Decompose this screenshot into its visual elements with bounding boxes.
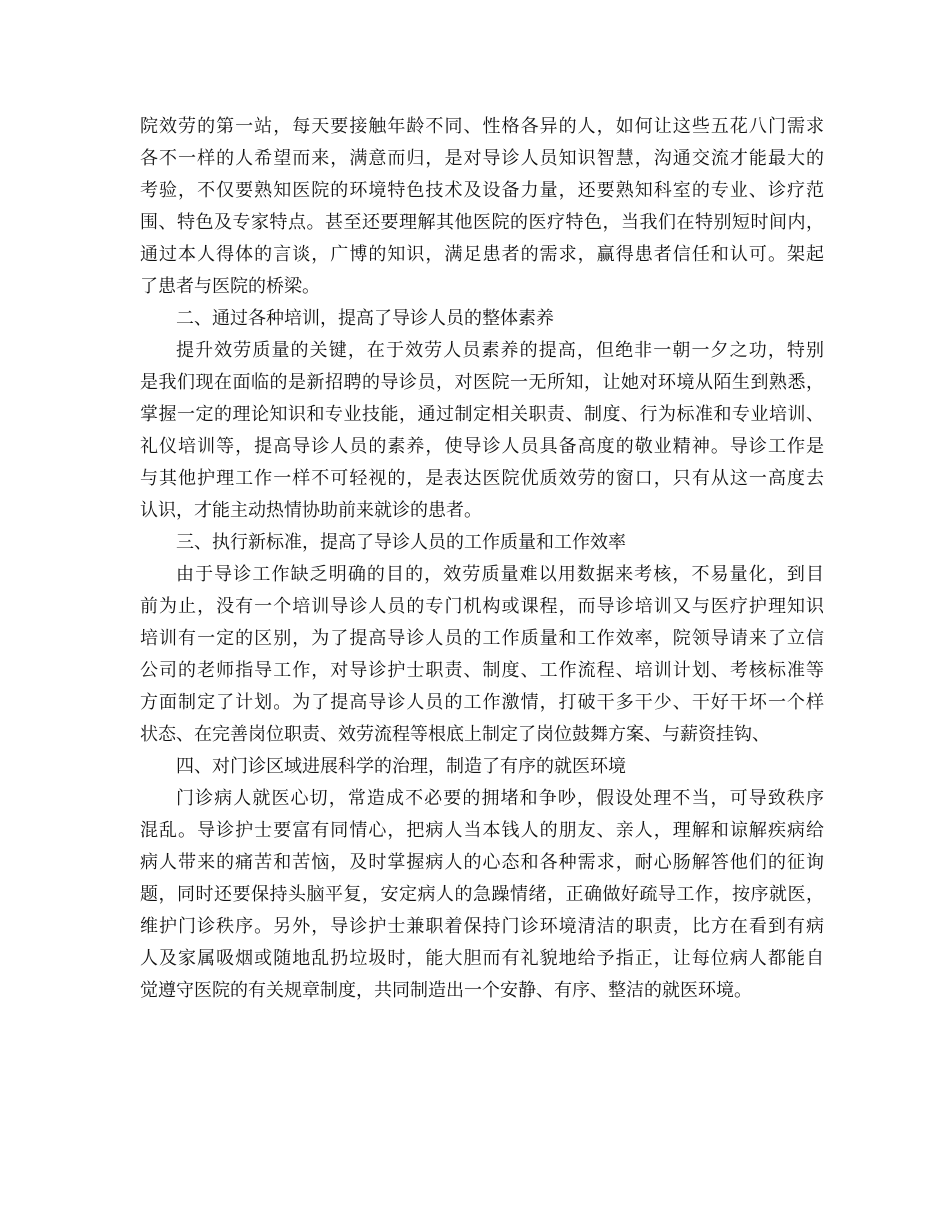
paragraph-line: 病人带来的痛苦和苦恼，及时掌握病人的心态和各种需求，耐心肠解答他们的征询 bbox=[140, 852, 824, 873]
paragraph-line: 维护门诊秩序。另外，导诊护士兼职着保持门诊环境清洁的职责，比方在看到有病 bbox=[140, 916, 824, 937]
section-heading: 四、对门诊区域进展科学的治理，制造了有序的就医环境 bbox=[176, 756, 626, 777]
section-heading: 二、通过各种培训，提高了导诊人员的整体素养 bbox=[176, 308, 554, 329]
section-heading: 三、执行新标准，提高了导诊人员的工作质量和工作效率 bbox=[176, 532, 626, 553]
paragraph-line: 门诊病人就医心切，常造成不必要的拥堵和争吵，假设处理不当，可导致秩序 bbox=[176, 788, 824, 809]
paragraph-line: 由于导诊工作缺乏明确的目的，效劳质量难以用数据来考核，不易量化，到目 bbox=[176, 564, 824, 585]
paragraph-line: 考验，不仅要熟知医院的环境特色技术及设备力量，还要熟知科室的专业、诊疗范 bbox=[140, 180, 824, 201]
paragraph-line: 通过本人得体的言谈，广博的知识，满足患者的需求，赢得患者信任和认可。架起 bbox=[140, 244, 824, 265]
paragraph-line: 围、特色及专家特点。甚至还要理解其他医院的医疗特色，当我们在特别短时间内， bbox=[140, 212, 824, 233]
paragraph-line: 院效劳的第一站，每天要接触年龄不同、性格各异的人，如何让这些五花八门需求 bbox=[140, 116, 824, 137]
paragraph-line: 状态、在完善岗位职责、效劳流程等根底上制定了岗位鼓舞方案、与薪资挂钩、 bbox=[140, 724, 770, 745]
paragraph-line: 公司的老师指导工作，对导诊护士职责、制度、工作流程、培训计划、考核标准等 bbox=[140, 660, 824, 681]
paragraph-line: 认识，才能主动热情协助前来就诊的患者。 bbox=[140, 500, 482, 521]
paragraph-line: 各不一样的人希望而来，满意而归，是对导诊人员知识智慧，沟通交流才能最大的 bbox=[140, 148, 824, 169]
paragraph-line: 是我们现在面临的是新招聘的导诊员，对医院一无所知，让她对环境从陌生到熟悉， bbox=[140, 372, 824, 393]
paragraph-line: 提升效劳质量的关键，在于效劳人员素养的提高，但绝非一朝一夕之功，特别 bbox=[176, 340, 824, 361]
paragraph-line: 与其他护理工作一样不可轻视的，是表达医院优质效劳的窗口，只有从这一高度去 bbox=[140, 468, 824, 489]
paragraph-line: 觉遵守医院的有关规章制度，共同制造出一个安静、有序、整洁的就医环境。 bbox=[140, 980, 752, 1001]
document-body bbox=[140, 111, 824, 1007]
paragraph-line: 前为止，没有一个培训导诊人员的专门机构或课程，而导诊培训又与医疗护理知识 bbox=[140, 596, 824, 617]
paragraph-line: 方面制定了计划。为了提高导诊人员的工作激情，打破干多干少、干好干坏一个样 bbox=[140, 692, 824, 713]
paragraph-line: 混乱。导诊护士要富有同情心，把病人当本钱人的朋友、亲人，理解和谅解疾病给 bbox=[140, 820, 824, 841]
paragraph-line: 培训有一定的区别，为了提高导诊人员的工作质量和工作效率，院领导请来了立信 bbox=[140, 628, 824, 649]
paragraph-line: 礼仪培训等，提高导诊人员的素养，使导诊人员具备高度的敬业精神。导诊工作是 bbox=[140, 436, 824, 457]
paragraph-line: 掌握一定的理论知识和专业技能，通过制定相关职责、制度、行为标准和专业培训、 bbox=[140, 404, 824, 425]
paragraph-line: 了患者与医院的桥梁。 bbox=[140, 276, 320, 297]
paragraph-line: 人及家属吸烟或随地乱扔垃圾时，能大胆而有礼貌地给予指正，让每位病人都能自 bbox=[140, 948, 824, 969]
paragraph-line: 题，同时还要保持头脑平复，安定病人的急躁情绪，正确做好疏导工作，按序就医， bbox=[140, 884, 824, 905]
